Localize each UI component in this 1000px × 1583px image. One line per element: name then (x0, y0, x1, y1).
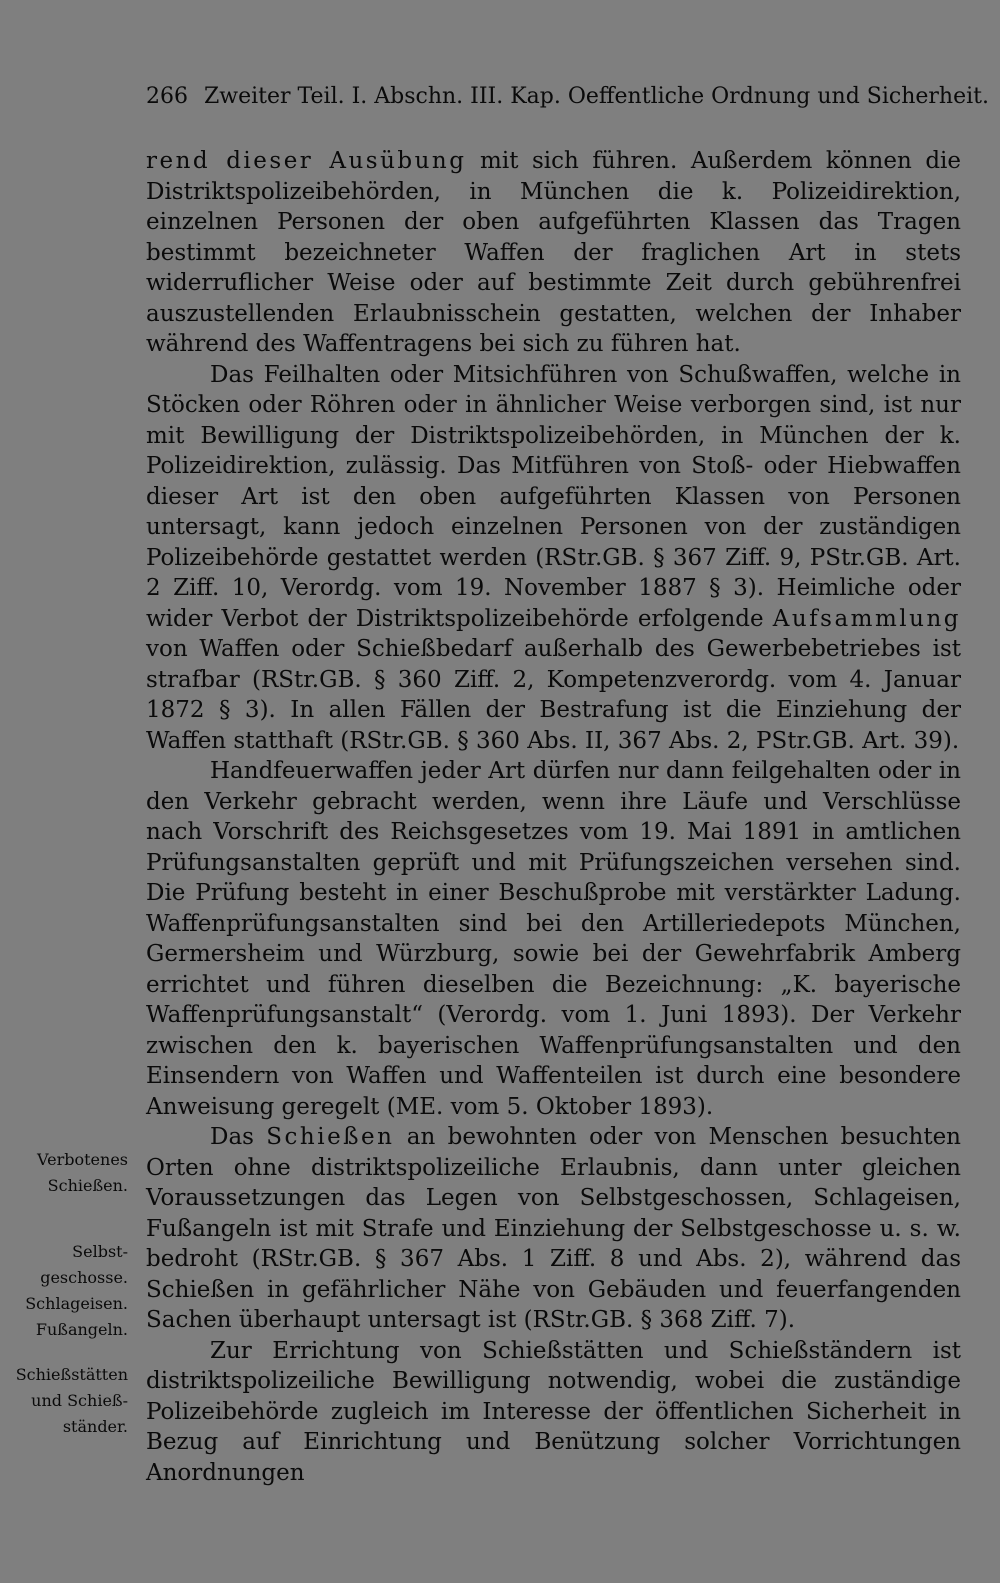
margin-note-line: Selbst- (72, 1242, 128, 1261)
running-header (146, 78, 989, 116)
margin-note-schiessstaetten (8, 1362, 128, 1440)
margin-note-line: Fußangeln. (35, 1320, 128, 1339)
paragraph-text: an bewohnten oder von Menschen besuchten Orten ohne distriktspolizeiliche Erlaubnis, dann unter gleichen Voraussetzungen das Legen von Selbstgeschossen, Schlageisen, Fußangeln ist mit Strafe und Einziehung der Selbstgeschosse u. s. w. bedroht (RStr.GB. § 367 Abs. 1 Ziff. 8 und Abs. 2), während das Schießen in gefährlicher Nähe von Gebäuden und feuerfangenden Sachen überhaupt untersagt ist (RStr.GB. § 368 Ziff. 7). (146, 1124, 961, 1333)
paragraph (146, 146, 961, 360)
margin-note-line: Schießstätten (15, 1365, 128, 1384)
paragraph-text: Handfeuerwaffen jeder Art dürfen nur dann feilgehalten oder in den Verkehr gebracht werden, wenn ihre Läufe und Verschlüsse nach Vorschrift des Reichsgesetzes vom 19. Mai 1891 in amtlichen Prüfungsanstalten geprüft und mit Prüfungszeichen versehen sind. Die Prüfung besteht in einer Beschußprobe mit verstärkter Ladung. Waffenprüfungsanstalten sind bei den Artilleriedepots München, Germersheim und Würzburg, sowie bei der Gewehrfabrik Amberg errichtet und führen dieselben die Bezeichnung: „K. bayerische Waffenprüfungsanstalt“ (Verordg. vom 1. Juni 1893). Der Verkehr zwischen den k. bayerischen Waffenprüfungsanstalten und den Einsendern von Waffen und Waffenteilen ist durch eine besondere Anweisung geregelt (ME. vom 5. Oktober 1893). (146, 758, 961, 1120)
header-title: Zweiter Teil. I. Abschn. III. Kap. Oeffentliche Ordnung und Sicherheit. (204, 84, 989, 109)
margin-note-selbstgeschosse (8, 1239, 128, 1343)
paragraph-text: Zur Errichtung von Schießstätten und Schießständern ist distriktspolizeiliche Bewilligung notwendig, wobei die zuständige Polizeibehörde zugleich im Interesse der öffentlichen Sicherheit in Bezug auf Einrichtung und Benützung solcher Vorrichtungen Anordnungen (146, 1337, 961, 1486)
emphasized-text: dieser Ausübung (226, 148, 467, 174)
paragraph-text: Das Feilhalten oder Mitsichführen von Schußwaffen, welche in Stöcken oder Röhren oder in ähnlicher Weise verborgen sind, ist nur mit Bewilligung der Distriktspolizeibehörden, in München der k. Polizeidirektion, zulässig. Das Mitführen von Stoß- oder Hiebwaffen dieser Art ist den oben aufgeführten Klassen von Personen untersagt, kann jedoch einzelnen Personen von der zuständigen Polizeibehörde gestattet werden (RStr.GB. § 367 Ziff. 9, PStr.GB. Art. 2 Ziff. 10, Verordg. vom 19. November 1887 § 3). Heimliche oder wider Verbot der Distriktspolizeibehörde erfolgende (146, 361, 961, 632)
emphasized-text: Aufsammlung (772, 605, 961, 632)
paragraph (146, 1122, 961, 1336)
margin-note-verbotenes-schiessen (8, 1147, 128, 1199)
page-number: 266 (146, 84, 188, 109)
margin-note-line: Schießen. (47, 1176, 128, 1195)
margin-note-line: ständer. (62, 1417, 128, 1436)
body-text (146, 146, 961, 1488)
paragraph (146, 756, 961, 1122)
emphasized-text: Schießen (266, 1124, 395, 1150)
margin-note-line: Verbotenes (37, 1150, 128, 1169)
paragraph-text: von Waffen oder Schießbedarf außerhalb des Gewerbebetriebes ist strafbar (RStr.GB. § 360 Ziff. 2, Kompetenzverordg. vom 4. Januar 1872 § 3). In allen Fällen der Bestrafung ist die Einziehung der Waffen statthaft (RStr.GB. § 360 Abs. II, 367 Abs. 2, PStr.GB. Art. 39). (146, 636, 961, 754)
paragraph (146, 1336, 961, 1489)
emphasized-text: rend (146, 148, 227, 174)
paragraph-text: mit sich führen. Außerdem können die Distriktspolizeibehörden, in München die k. Polizeidirektion, einzelnen Personen der oben aufgeführten Klassen das Tragen bestimmt bezeichneter Waffen der fraglichen Art in stets widerruflicher Weise oder auf bestimmte Zeit durch gebührenfrei auszustellenden Erlaubnisschein gestatten, welchen der Inhaber während des Waffentragens bei sich zu führen hat. (146, 148, 962, 357)
paragraph-text: Das (210, 1124, 267, 1150)
margin-note-line: und Schieß- (31, 1391, 128, 1410)
margin-note-line: Schlageisen. (25, 1294, 128, 1313)
margin-note-line: geschosse. (40, 1268, 128, 1287)
paragraph (146, 360, 961, 757)
